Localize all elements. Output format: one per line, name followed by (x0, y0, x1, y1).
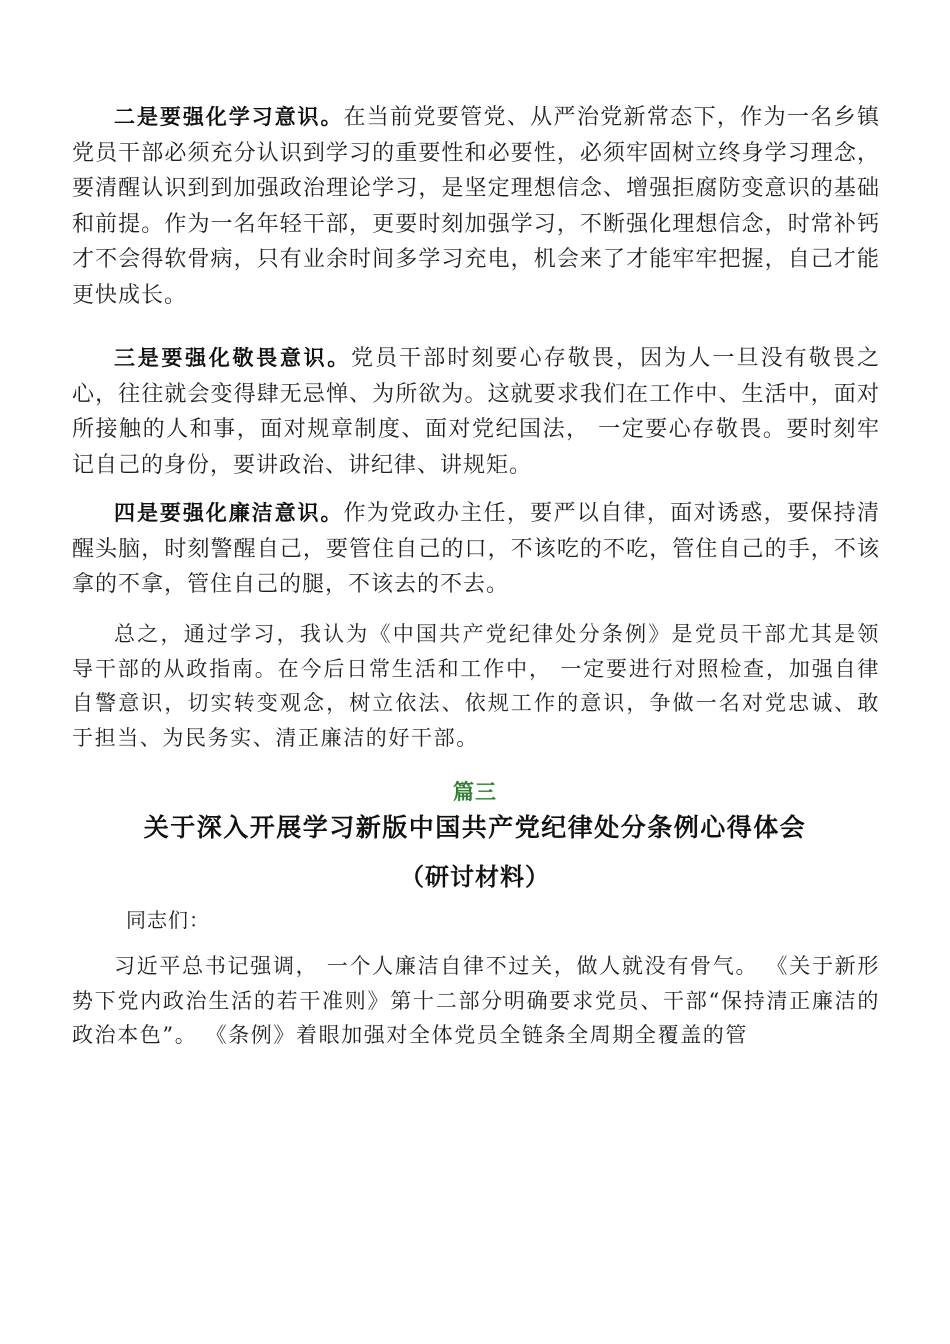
paragraph-conclusion (72, 617, 880, 755)
paragraph-body: 作为党政办主任，要严以自律，面对诱惑，要保持清醒头脑，时刻警醒自己，要管住自己的口，不该吃的不吃，管住自己的手，不该拿的不拿，管住自己的腿，不该去的不去。 (72, 501, 880, 597)
paragraph-body: 党员干部时刻要心存敬畏，因为人一旦没有敬畏之心，往往就会变得肆无忌惮、为所欲为。这就要求我们在工作中、生活中，面对所接触的人和事，面对规章制度、面对党纪国法， 一定要心存敬畏。要时刻牢记自己的身份，要讲政治、讲纪律、讲规矩。 (72, 346, 880, 478)
paragraph-body: 习近平总书记强调， 一个人廉洁自律不过关，做人就没有骨气。 《关于新形势下党内政治生活的若干准则》第十二部分明确要求党员、干部“保持清正廉洁的政治本色”。 《条例》着眼加强对全体党员全链条全周期全覆盖的管 (72, 954, 880, 1047)
document-title: 关于深入开展学习新版中国共产党纪律处分条例心得体会 (143, 813, 807, 842)
paragraph-opening (72, 949, 880, 1053)
paragraph-lead: 三是要强化敬畏意识。 (114, 345, 351, 370)
document-subtitle: （研讨材料） (400, 863, 550, 891)
paragraph-lead: 二是要强化学习意识。 (114, 104, 344, 129)
paragraph-reverence-awareness (72, 341, 880, 483)
paragraph-lead: 四是要强化廉洁意识。 (114, 500, 344, 525)
paragraph-body: 在当前党要管党、从严治党新常态下，作为一名乡镇党员干部必须充分认识到学习的重要性和必要性，必须牢固树立终身学习理念，要清醒认识到到加强政治理论学习，是坚定理想信念、增强拒腐防变意识的基础和前提。作为一名年轻干部，更要时刻加强学习，不断强化理想信念，时常补钙才不会得软骨病，只有业余时间多学习充电，机会来了才能牢牢把握，自己才能更快成长。 (72, 105, 880, 308)
paragraph-study-awareness (72, 100, 880, 313)
salutation: 同志们： (126, 908, 210, 932)
paragraph-body: 总之，通过学习，我认为《中国共产党纪律处分条例》是党员干部尤其是领导干部的从政指南。在今后日常生活和工作中， 一定要进行对照检查，加强自律自警意识，切实转变观念，树立依法、依规工作的意识，争做一名对党忠诚、敢于担当、为民务实、清正廉洁的好干部。 (72, 622, 880, 750)
paragraph-integrity-awareness (72, 496, 880, 603)
section-label: 篇三 (453, 780, 497, 804)
